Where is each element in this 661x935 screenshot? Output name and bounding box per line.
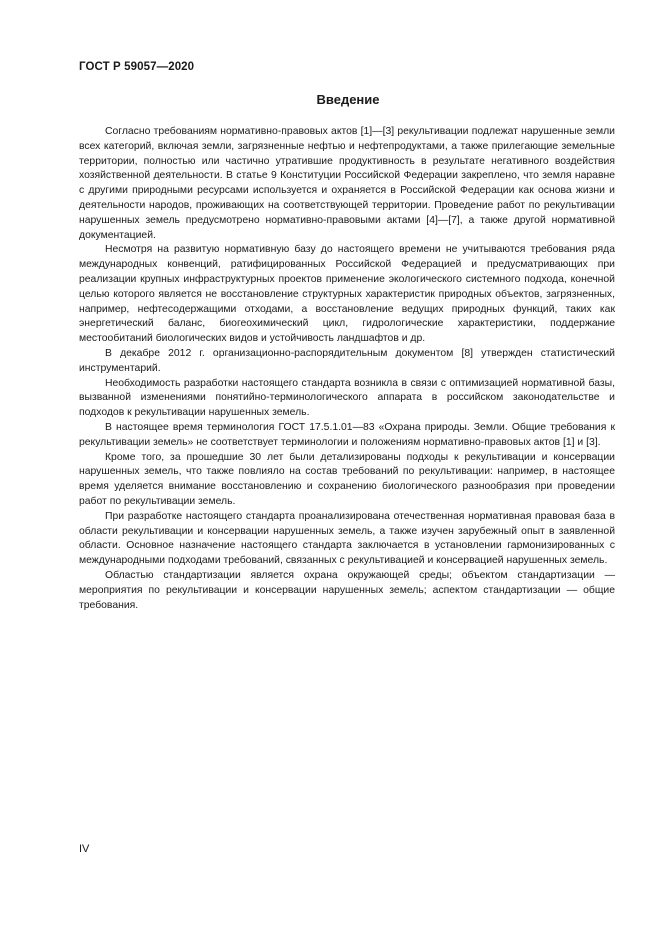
document-header: ГОСТ Р 59057—2020 bbox=[79, 61, 195, 73]
paragraph: При разработке настоящего стандарта проанализирована отечественная нормативная правовая база в области рекультивации и консервации нарушенных земель, а также изучен зарубежный опыт в заявленной области. Основное назначение настоящего стандарта заключается в установлении гармонизированных с международными подходами требований, связанных с рекультивацией и консервацией нарушенных земель. bbox=[79, 510, 615, 567]
paragraph: В декабре 2012 г. организационно-распорядительным документом [8] утвержден статистический инструментарий. bbox=[79, 347, 615, 374]
paragraph: Необходимость разработки настоящего стандарта возникла в связи с оптимизацией нормативной базы, вызванной изменениями понятийно-терминологического аппарата в российском законодательстве и подходов к рекультивации нарушенных земель. bbox=[79, 377, 615, 419]
paragraph: Областью стандартизации является охрана окружающей среды; объектом стандартизации — мероприятия по рекультивации и консервации нарушенных земель; аспектом стандартизации — общие требования. bbox=[79, 569, 615, 611]
paragraph: В настоящее время терминология ГОСТ 17.5.1.01—83 «Охрана природы. Земли. Общие требования к рекультивации земель» не соответствует терминологии и положениям нормативно-правовых актов [1] и [3]. bbox=[79, 421, 615, 448]
paragraph: Согласно требованиям нормативно-правовых актов [1]—[3] рекультивации подлежат нарушенные земли всех категорий, включая земли, загрязненные нефтью и нефтепродуктами, а также прилегающие земельные территории, полностью или частично утратившие продуктивность в результате негативного воздействия хозяйственной деятельности. В статье 9 Конституции Российской Федерации закреплено, что земля наравне с другими природными ресурсами используется и охраняется в Российской Федерации как основа жизни и деятельности народов, проживающих на соответствующей территории. Проведение работ по рекультивации нарушенных земель предусмотрено нормативно-правовыми актами [4]—[7], а также другой нормативной документацией. bbox=[79, 126, 615, 241]
section-title: Введение bbox=[316, 92, 380, 107]
paragraph: Несмотря на развитую нормативную базу до настоящего времени не учитываются требования ряда международных конвенций, ратифицированных Российской Федерацией и предусматривающих при реализации крупных инфраструктурных проектов применение экологического системного подхода, конечной целью которого является не восстановление структурных характеристик природных объектов, загрязненных, например, нефтесодержащими отходами, а восстановление ведущих природных функций, таких как энергетический баланс, биогеохимический цикл, гидрологические характеристики, поддержание местообитаний биологических видов и устойчивость ландшафтов и др. bbox=[79, 244, 615, 345]
body-text bbox=[79, 125, 615, 613]
paragraph: Кроме того, за прошедшие 30 лет были детализированы подходы к рекультивации и консервации нарушенных земель, что также повлияло на состав требований по рекультивации: например, в настоящее время уделяется внимание восстановлению и сохранению биологического разнообразия при проведении работ по рекультивации земель. bbox=[79, 451, 615, 507]
page-number: IV bbox=[79, 843, 90, 855]
